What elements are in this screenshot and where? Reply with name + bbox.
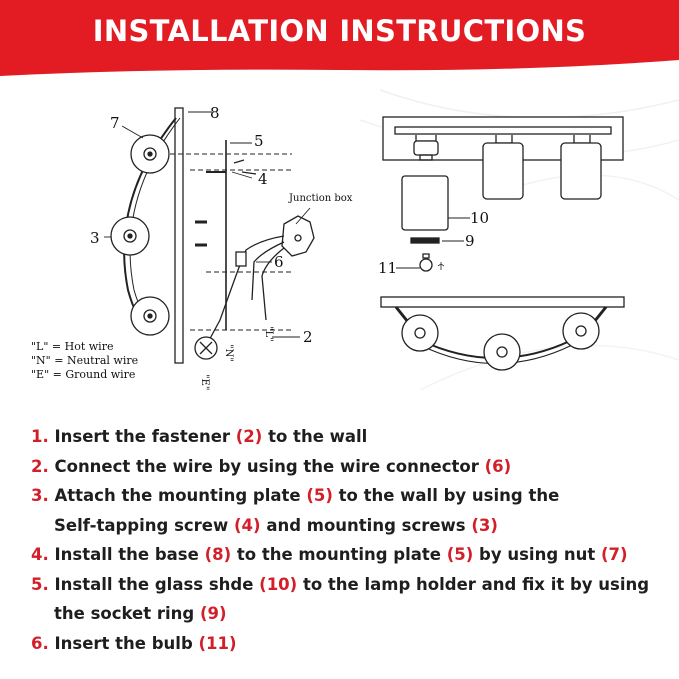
step-text: Install the glass shde	[48, 574, 260, 594]
label-6: 6	[274, 253, 284, 271]
step-text: to the mounting plate	[231, 545, 447, 564]
step-number: 6.	[31, 633, 49, 653]
part-ref: (9)	[199, 604, 227, 623]
label-2: 2	[303, 328, 313, 346]
step-text: Insert the bulb	[48, 633, 199, 653]
step-text: Insert the fastener	[48, 427, 236, 446]
step-text: to the lamp holder and fix it by using	[297, 574, 650, 594]
step-3-continued	[31, 511, 661, 541]
part-ref: (10)	[259, 574, 298, 594]
lamp-head-top	[131, 135, 169, 173]
step-text: and mounting screws	[260, 515, 472, 535]
part-ref: (8)	[204, 545, 232, 564]
wire-legend	[31, 340, 138, 382]
step-number: 1.	[31, 427, 49, 446]
bulb	[420, 259, 432, 271]
part-ref: (2)	[235, 427, 263, 446]
step-text: Self-tapping screw	[54, 515, 234, 535]
label-9: 9	[465, 232, 475, 250]
part-ref: (5)	[306, 486, 333, 505]
wire-label-l: "L"	[263, 326, 274, 342]
top-view	[381, 297, 624, 370]
step-6	[31, 629, 661, 659]
label-4: 4	[258, 170, 268, 188]
legend-ground-wire: "E" = Ground wire	[31, 368, 136, 381]
part-ref: (6)	[484, 456, 512, 476]
part-ref: (11)	[198, 633, 237, 653]
label-8: 8	[210, 104, 220, 122]
step-text: Install the base	[48, 545, 205, 564]
step-text: to the wall by using the	[332, 486, 560, 505]
glass-shade	[402, 176, 448, 230]
lamp-head-bottom	[131, 297, 169, 335]
step-1	[31, 422, 661, 452]
part-ref: (4)	[234, 515, 261, 535]
part-ref: (5)	[446, 545, 474, 564]
step-5	[31, 570, 661, 600]
base-plate	[175, 108, 183, 363]
step-number: 2.	[31, 456, 49, 476]
wire-label-e: "E"	[199, 374, 210, 391]
step-4	[31, 540, 661, 570]
label-5: 5	[254, 132, 264, 150]
wire-4	[206, 270, 238, 346]
step-number: 4.	[31, 545, 49, 564]
step-text: to the wall	[262, 427, 368, 446]
step-text: Connect the wire by using the wire connector	[48, 456, 485, 476]
part-ref: (7)	[601, 545, 628, 564]
page-title: INSTALLATION INSTRUCTIONS	[92, 14, 587, 48]
legend-hot-wire: "L" = Hot wire	[31, 340, 114, 353]
socket-ring	[411, 238, 439, 243]
legend-neutral-wire: "N" = Neutral wire	[31, 354, 139, 367]
lamp-head-middle	[111, 217, 149, 255]
step-number: 5.	[31, 574, 49, 594]
label-3: 3	[90, 229, 100, 247]
step-5-continued	[31, 599, 661, 629]
junction-box	[282, 208, 314, 256]
front-view	[383, 117, 623, 271]
label-11: 11	[378, 259, 398, 277]
step-2	[31, 452, 661, 482]
step-3	[31, 481, 661, 511]
instruction-steps	[31, 422, 661, 658]
step-text: Attach the mounting plate	[48, 486, 307, 505]
wire-2	[252, 242, 284, 300]
step-number: 3.	[31, 486, 49, 505]
label-junction-box: Junction box	[289, 193, 353, 204]
wire-label-n: "N"	[223, 344, 234, 362]
label-7: 7	[110, 114, 120, 132]
step-text: the socket ring	[54, 604, 200, 623]
part-ref: (3)	[471, 515, 498, 535]
label-10: 10	[470, 209, 490, 227]
step-text: by using nut	[473, 545, 602, 564]
